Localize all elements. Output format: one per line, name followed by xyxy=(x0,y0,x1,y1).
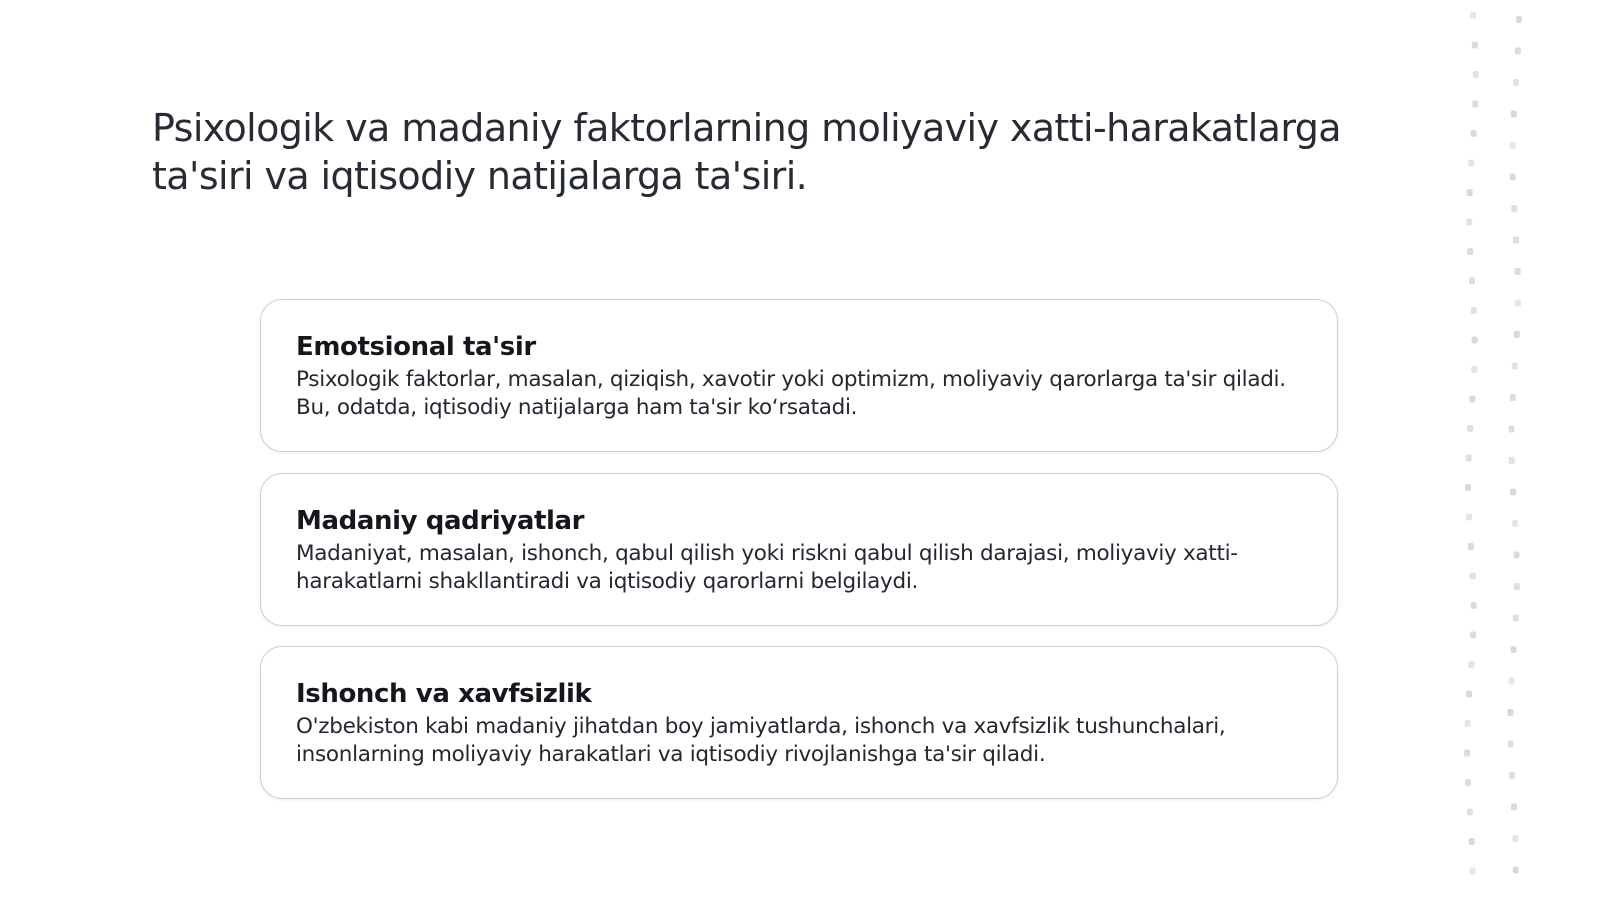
decorative-dot xyxy=(1510,142,1516,149)
decorative-dot xyxy=(1510,174,1516,181)
decorative-dot xyxy=(1466,691,1472,698)
decorative-dot xyxy=(1511,205,1517,212)
decorative-dot xyxy=(1466,219,1472,226)
card-text: O'zbekiston kabi madaniy jihatdan boy jamiyatlarda, ishonch va xavfsizlik tushunchalari, insonlarning moliyaviy harakatlari va iqtisodiy rivojlanishga ta'sir qiladi. xyxy=(296,714,1226,767)
decorative-dot xyxy=(1511,111,1517,118)
decorative-dot xyxy=(1509,457,1515,464)
decorative-dot xyxy=(1471,307,1477,314)
decorative-dot xyxy=(1467,189,1473,196)
decorative-dot xyxy=(1514,552,1520,559)
decorative-dot xyxy=(1466,514,1472,521)
decorative-dot xyxy=(1512,363,1518,370)
decorative-dot xyxy=(1513,237,1519,244)
decorative-dot xyxy=(1469,838,1475,845)
decorative-dot xyxy=(1510,489,1516,496)
decorative-dot xyxy=(1468,661,1474,668)
card-heading: Madaniy qadriyatlar xyxy=(296,506,585,536)
decorative-dot xyxy=(1467,809,1473,816)
decorative-dot xyxy=(1509,678,1515,685)
info-card-trust-security xyxy=(260,646,1338,799)
card-text: Psixologik faktorlar, masalan, qiziqish, xavotir yoki optimizm, moliyaviy qarorlarga ta'sir qiladi. Bu, odatda, iqtisodiy natijalarga ham ta'sir ko‘rsatadi. xyxy=(296,367,1286,420)
decorative-dot xyxy=(1465,720,1471,727)
decorative-dot xyxy=(1464,750,1470,757)
decorative-dot-pattern xyxy=(1450,0,1600,899)
decorative-dot xyxy=(1515,48,1521,55)
slide-title: Psixologik va madaniy faktorlarning moliyaviy xatti-harakatlarga ta'siri va iqtisodiy natijalarga ta'siri. xyxy=(152,106,1341,198)
decorative-dot xyxy=(1470,632,1476,639)
decorative-dot xyxy=(1509,772,1515,779)
decorative-dot xyxy=(1515,268,1521,275)
info-card-cultural-values xyxy=(260,473,1338,626)
decorative-dot xyxy=(1472,42,1478,49)
decorative-dot xyxy=(1467,248,1473,255)
decorative-dot xyxy=(1468,543,1474,550)
card-text: Madaniyat, masalan, ishonch, qabul qilish yoki riskni qabul qilish darajasi, moliyaviy xatti-harakatlarni shakllantiradi va iqtisodiy qarorlarni belgilaydi. xyxy=(296,541,1238,594)
card-heading: Ishonch va xavfsizlik xyxy=(296,679,592,709)
decorative-dot xyxy=(1469,278,1475,285)
decorative-dot xyxy=(1507,709,1513,716)
decorative-dot xyxy=(1471,602,1477,609)
decorative-dot xyxy=(1469,396,1475,403)
decorative-dot xyxy=(1513,867,1519,874)
decorative-dot xyxy=(1470,573,1476,580)
decorative-dot xyxy=(1467,425,1473,432)
decorative-dot xyxy=(1472,337,1478,344)
decorative-dot xyxy=(1513,835,1519,842)
decorative-dot xyxy=(1511,646,1517,653)
decorative-dot xyxy=(1473,71,1479,78)
decorative-dot xyxy=(1471,130,1477,137)
decorative-dot xyxy=(1471,366,1477,373)
info-card-emotional-impact xyxy=(260,299,1338,452)
decorative-dot xyxy=(1511,804,1517,811)
decorative-dot xyxy=(1465,484,1471,491)
decorative-dot xyxy=(1466,455,1472,462)
decorative-dot xyxy=(1510,394,1516,401)
decorative-dot xyxy=(1509,426,1515,433)
decorative-dot xyxy=(1470,12,1476,19)
card-heading: Emotsional ta'sir xyxy=(296,332,536,362)
decorative-dot xyxy=(1470,868,1476,875)
decorative-dot xyxy=(1514,583,1520,590)
decorative-dot xyxy=(1513,79,1519,86)
decorative-dot xyxy=(1516,16,1522,23)
decorative-dot xyxy=(1508,741,1514,748)
decorative-dot xyxy=(1514,331,1520,338)
decorative-dot xyxy=(1513,615,1519,622)
decorative-dot xyxy=(1515,300,1521,307)
decorative-dot xyxy=(1472,101,1478,108)
decorative-dot xyxy=(1512,520,1518,527)
decorative-dot xyxy=(1468,160,1474,167)
decorative-dot xyxy=(1465,779,1471,786)
